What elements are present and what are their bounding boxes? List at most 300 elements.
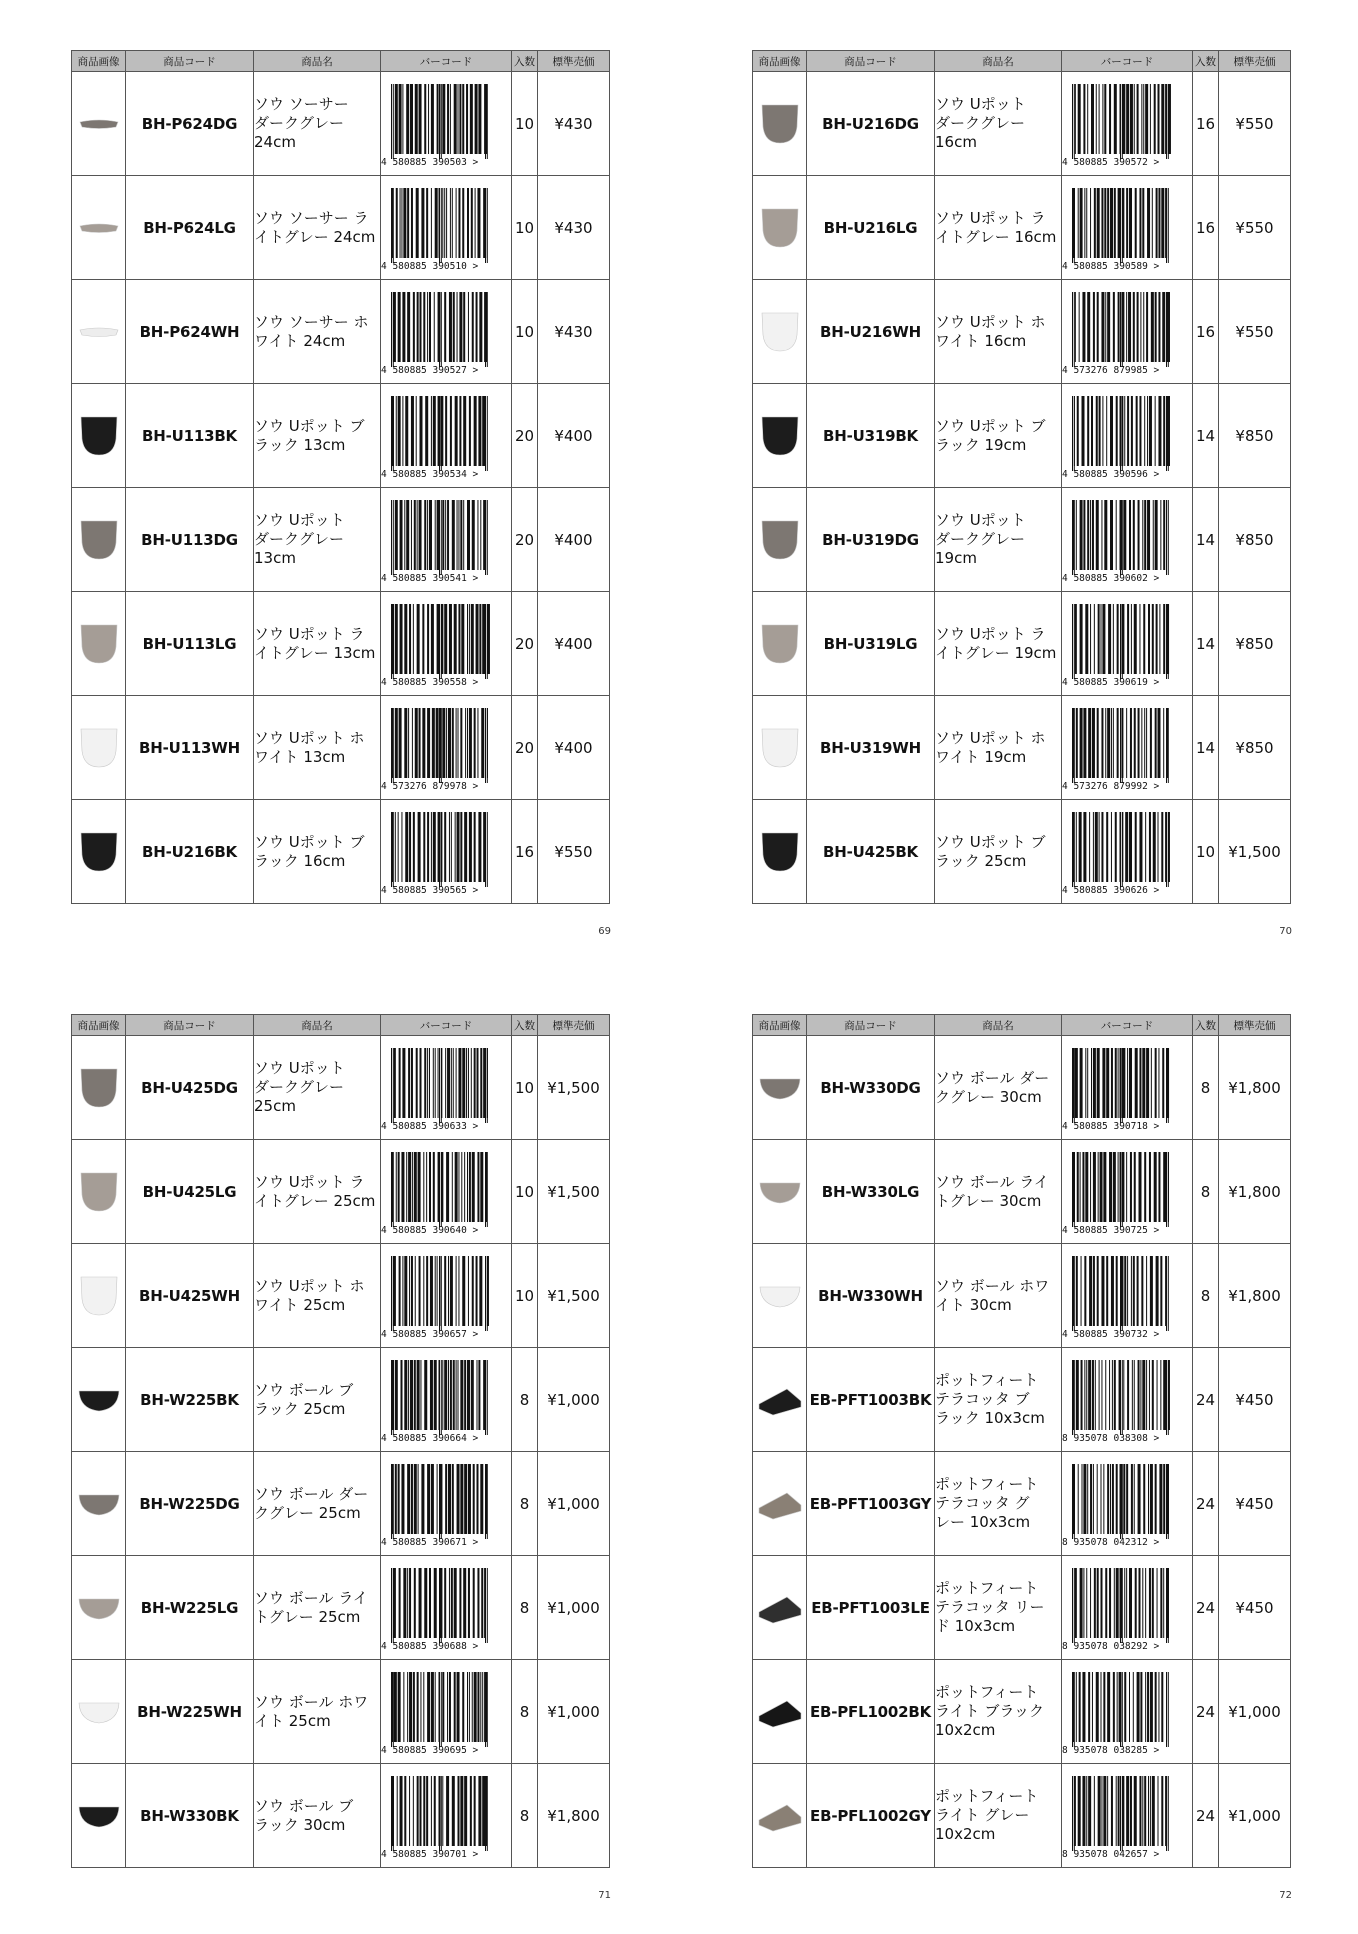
pot-icon: [757, 621, 803, 667]
table-row: [72, 696, 610, 800]
product-image: [72, 488, 126, 592]
pack-quantity: 8: [512, 1348, 538, 1452]
product-code: BH-U319BK: [807, 384, 935, 488]
table-row: [753, 1036, 1291, 1140]
standard-price: ¥450: [1219, 1348, 1291, 1452]
product-code: BH-U113BK: [126, 384, 254, 488]
barcode: [381, 1764, 512, 1868]
product-code: BH-U319LG: [807, 592, 935, 696]
product-code: BH-U319DG: [807, 488, 935, 592]
product-image: [72, 1036, 126, 1140]
pack-quantity: 20: [512, 384, 538, 488]
product-code: BH-U113LG: [126, 592, 254, 696]
standard-price: ¥400: [538, 696, 610, 800]
product-name: ソウ Uポット ホ ワイト 19cm: [935, 696, 1062, 800]
product-name: ソウ Uポット ラ イトグレー 19cm: [935, 592, 1062, 696]
product-name: ソウ Uポット ホ ワイト 16cm: [935, 280, 1062, 384]
standard-price: ¥1,000: [1219, 1660, 1291, 1764]
table-row: [72, 1140, 610, 1244]
product-name: ソウ Uポット ラ イトグレー 16cm: [935, 176, 1062, 280]
standard-price: ¥1,500: [538, 1140, 610, 1244]
header-qty: 入数: [512, 1015, 538, 1036]
standard-price: ¥1,800: [1219, 1036, 1291, 1140]
table-row: [753, 280, 1291, 384]
barcode-number: 8 935078 038285 >: [1062, 1744, 1160, 1754]
barcode-number: 4 573276 879992 >: [1062, 780, 1160, 790]
barcode-number: 8 935078 038308 >: [1062, 1432, 1160, 1442]
product-image: [72, 1660, 126, 1764]
table-row: [753, 1660, 1291, 1764]
barcode-number: 4 580885 390541 >: [381, 572, 479, 582]
product-image: [72, 1556, 126, 1660]
barcode: [381, 1556, 512, 1660]
product-name: ソウ Uポット ダークグレー 13cm: [254, 488, 381, 592]
product-image: [72, 280, 126, 384]
bowl-icon: [76, 1377, 122, 1423]
barcode: [1062, 1244, 1193, 1348]
barcode: [381, 1660, 512, 1764]
pot-icon: [76, 1273, 122, 1319]
bowl-icon: [76, 1793, 122, 1839]
pack-quantity: 8: [1193, 1140, 1219, 1244]
standard-price: ¥1,000: [538, 1348, 610, 1452]
catalog-page-69: [71, 50, 611, 970]
table-row: [72, 72, 610, 176]
barcode: [1062, 1452, 1193, 1556]
table-row: [72, 592, 610, 696]
barcode: [381, 592, 512, 696]
product-image: [753, 384, 807, 488]
barcode-number: 4 580885 390688 >: [381, 1640, 479, 1650]
barcode: [1062, 800, 1193, 904]
product-name: ソウ ボール ホワ イト 30cm: [935, 1244, 1062, 1348]
table-row: [72, 800, 610, 904]
bowl-icon: [76, 1689, 122, 1735]
header-code: 商品コード: [126, 51, 254, 72]
table-row: [72, 1660, 610, 1764]
product-image: [72, 384, 126, 488]
header-code: 商品コード: [807, 1015, 935, 1036]
header-name: 商品名: [935, 51, 1062, 72]
bowl-icon: [757, 1065, 803, 1111]
pack-quantity: 16: [512, 800, 538, 904]
barcode-number: 8 935078 042312 >: [1062, 1536, 1160, 1546]
standard-price: ¥1,500: [1219, 800, 1291, 904]
product-image: [72, 696, 126, 800]
pot-icon: [757, 725, 803, 771]
barcode-number: 4 580885 390565 >: [381, 884, 479, 894]
standard-price: ¥430: [538, 72, 610, 176]
product-image: [753, 72, 807, 176]
product-code: EB-PFT1003GY: [807, 1452, 935, 1556]
product-name: ソウ Uポット ブ ラック 16cm: [254, 800, 381, 904]
pack-quantity: 24: [1193, 1660, 1219, 1764]
header-name: 商品名: [935, 1015, 1062, 1036]
product-code: BH-U425BK: [807, 800, 935, 904]
pack-quantity: 10: [512, 1036, 538, 1140]
table-row: [72, 384, 610, 488]
table-row: [753, 384, 1291, 488]
pack-quantity: 10: [512, 1244, 538, 1348]
product-code: BH-W330BK: [126, 1764, 254, 1868]
product-name: ソウ ボール ライ トグレー 25cm: [254, 1556, 381, 1660]
table-row: [72, 1244, 610, 1348]
table-row: [753, 72, 1291, 176]
barcode-number: 4 580885 390701 >: [381, 1848, 479, 1858]
product-name: ソウ ボール ライ トグレー 30cm: [935, 1140, 1062, 1244]
pack-quantity: 14: [1193, 696, 1219, 800]
product-code: EB-PFL1002GY: [807, 1764, 935, 1868]
product-code: BH-W225WH: [126, 1660, 254, 1764]
table-row: [753, 176, 1291, 280]
pack-quantity: 10: [512, 1140, 538, 1244]
header-code: 商品コード: [126, 1015, 254, 1036]
product-image: [753, 1556, 807, 1660]
product-name: ポットフィート ライト グレー 10x2cm: [935, 1764, 1062, 1868]
table-row: [72, 488, 610, 592]
pack-quantity: 8: [512, 1660, 538, 1764]
product-image: [72, 1348, 126, 1452]
product-image: [753, 592, 807, 696]
pot-icon: [76, 725, 122, 771]
barcode: [381, 280, 512, 384]
header-price: 標準売価: [1219, 1015, 1291, 1036]
standard-price: ¥400: [538, 592, 610, 696]
product-code: BH-W330LG: [807, 1140, 935, 1244]
product-image: [753, 1036, 807, 1140]
barcode: [381, 1140, 512, 1244]
product-image: [753, 1452, 807, 1556]
standard-price: ¥1,800: [1219, 1244, 1291, 1348]
barcode-number: 8 935078 042657 >: [1062, 1848, 1160, 1858]
standard-price: ¥1,800: [1219, 1140, 1291, 1244]
barcode: [1062, 1764, 1193, 1868]
header-qty: 入数: [1193, 51, 1219, 72]
table-row: [72, 280, 610, 384]
barcode: [1062, 1660, 1193, 1764]
table-header-row: [753, 51, 1291, 72]
product-image: [72, 176, 126, 280]
pack-quantity: 14: [1193, 592, 1219, 696]
product-name: ポットフィート テラコッタ リー ド 10x3cm: [935, 1556, 1062, 1660]
standard-price: ¥850: [1219, 592, 1291, 696]
product-name: ソウ ボール ダー クグレー 25cm: [254, 1452, 381, 1556]
table-header-row: [72, 51, 610, 72]
barcode: [1062, 696, 1193, 800]
header-price: 標準売価: [538, 1015, 610, 1036]
header-barcode: バーコード: [381, 51, 512, 72]
barcode-number: 4 580885 390695 >: [381, 1744, 479, 1754]
pot-icon: [757, 309, 803, 355]
product-name: ソウ ボール ホワ イト 25cm: [254, 1660, 381, 1764]
product-code: BH-U319WH: [807, 696, 935, 800]
table-row: [72, 1556, 610, 1660]
product-image: [753, 1764, 807, 1868]
bowl-icon: [757, 1273, 803, 1319]
product-name: ソウ ボール ブ ラック 25cm: [254, 1348, 381, 1452]
table-row: [72, 1348, 610, 1452]
header-image: 商品画像: [753, 1015, 807, 1036]
barcode-number: 4 580885 390732 >: [1062, 1328, 1160, 1338]
pack-quantity: 20: [512, 488, 538, 592]
standard-price: ¥850: [1219, 488, 1291, 592]
barcode-number: 4 580885 390657 >: [381, 1328, 479, 1338]
barcode-number: 4 580885 390602 >: [1062, 572, 1160, 582]
pack-quantity: 8: [512, 1452, 538, 1556]
barcode: [1062, 1556, 1193, 1660]
bowl-icon: [76, 1481, 122, 1527]
pack-quantity: 20: [512, 592, 538, 696]
barcode-number: 4 580885 390589 >: [1062, 260, 1160, 270]
header-name: 商品名: [254, 51, 381, 72]
product-code: BH-P624WH: [126, 280, 254, 384]
page-number: 69: [598, 926, 611, 937]
standard-price: ¥1,000: [538, 1556, 610, 1660]
product-name: ソウ Uポット ブ ラック 13cm: [254, 384, 381, 488]
table-row: [753, 1764, 1291, 1868]
catalog-page-72: [752, 1014, 1292, 1934]
product-code: BH-P624LG: [126, 176, 254, 280]
product-image: [72, 592, 126, 696]
product-name: ソウ ソーサー ホ ワイト 24cm: [254, 280, 381, 384]
product-name: ソウ ボール ブ ラック 30cm: [254, 1764, 381, 1868]
header-barcode: バーコード: [381, 1015, 512, 1036]
product-name: ポットフィート テラコッタ ブ ラック 10x3cm: [935, 1348, 1062, 1452]
product-image: [72, 1140, 126, 1244]
barcode: [381, 72, 512, 176]
barcode: [381, 800, 512, 904]
standard-price: ¥400: [538, 384, 610, 488]
product-code: BH-W225BK: [126, 1348, 254, 1452]
table-row: [753, 1556, 1291, 1660]
barcode: [1062, 592, 1193, 696]
standard-price: ¥1,800: [538, 1764, 610, 1868]
table-row: [72, 1036, 610, 1140]
barcode: [381, 1348, 512, 1452]
barcode-number: 4 580885 390640 >: [381, 1224, 479, 1234]
pack-quantity: 24: [1193, 1452, 1219, 1556]
barcode-number: 4 573276 879985 >: [1062, 364, 1160, 374]
header-barcode: バーコード: [1062, 1015, 1193, 1036]
pot-icon: [757, 517, 803, 563]
barcode-number: 4 580885 390718 >: [1062, 1120, 1160, 1130]
product-code: BH-P624DG: [126, 72, 254, 176]
barcode: [1062, 488, 1193, 592]
header-barcode: バーコード: [1062, 51, 1193, 72]
product-name: ソウ Uポット ダークグレー 25cm: [254, 1036, 381, 1140]
product-code: BH-U425DG: [126, 1036, 254, 1140]
header-price: 標準売価: [538, 51, 610, 72]
barcode-number: 4 580885 390558 >: [381, 676, 479, 686]
barcode-number: 4 580885 390503 >: [381, 156, 479, 166]
barcode: [381, 176, 512, 280]
standard-price: ¥450: [1219, 1452, 1291, 1556]
product-code: BH-U113WH: [126, 696, 254, 800]
header-image: 商品画像: [753, 51, 807, 72]
table-row: [753, 592, 1291, 696]
table-row: [753, 800, 1291, 904]
product-name: ポットフィート ライト ブラック 10x2cm: [935, 1660, 1062, 1764]
product-code: BH-U216DG: [807, 72, 935, 176]
saucer-icon: [76, 205, 122, 251]
saucer-icon: [76, 101, 122, 147]
product-table: [752, 1014, 1291, 1868]
product-name: ソウ Uポット ダークグレー 19cm: [935, 488, 1062, 592]
pack-quantity: 16: [1193, 176, 1219, 280]
product-image: [753, 176, 807, 280]
product-code: BH-U216BK: [126, 800, 254, 904]
product-name: ソウ Uポット ブ ラック 19cm: [935, 384, 1062, 488]
product-name: ソウ Uポット ホ ワイト 25cm: [254, 1244, 381, 1348]
product-image: [72, 800, 126, 904]
product-code: EB-PFL1002BK: [807, 1660, 935, 1764]
pot-icon: [76, 829, 122, 875]
pack-quantity: 10: [1193, 800, 1219, 904]
product-name: ソウ Uポット ホ ワイト 13cm: [254, 696, 381, 800]
barcode-number: 4 580885 390664 >: [381, 1432, 479, 1442]
feet-icon: [757, 1689, 803, 1735]
standard-price: ¥550: [1219, 280, 1291, 384]
pot-icon: [757, 413, 803, 459]
standard-price: ¥1,500: [538, 1244, 610, 1348]
pot-icon: [757, 205, 803, 251]
product-image: [72, 72, 126, 176]
bowl-icon: [76, 1585, 122, 1631]
table-header-row: [72, 1015, 610, 1036]
pack-quantity: 14: [1193, 488, 1219, 592]
product-table: [71, 50, 610, 904]
barcode-number: 4 580885 390725 >: [1062, 1224, 1160, 1234]
catalog-page-71: [71, 1014, 611, 1934]
page-number: 70: [1279, 926, 1292, 937]
pot-icon: [76, 1065, 122, 1111]
standard-price: ¥450: [1219, 1556, 1291, 1660]
feet-icon: [757, 1377, 803, 1423]
standard-price: ¥1,000: [1219, 1764, 1291, 1868]
table-row: [753, 1140, 1291, 1244]
pack-quantity: 24: [1193, 1556, 1219, 1660]
table-row: [72, 1452, 610, 1556]
pack-quantity: 10: [512, 72, 538, 176]
product-name: ソウ Uポット ブ ラック 25cm: [935, 800, 1062, 904]
product-code: BH-U216WH: [807, 280, 935, 384]
product-image: [753, 1244, 807, 1348]
barcode: [1062, 384, 1193, 488]
barcode-number: 4 580885 390626 >: [1062, 884, 1160, 894]
product-image: [72, 1244, 126, 1348]
standard-price: ¥1,000: [538, 1660, 610, 1764]
product-name: ソウ ボール ダー クグレー 30cm: [935, 1036, 1062, 1140]
product-image: [72, 1764, 126, 1868]
product-image: [753, 800, 807, 904]
product-table: [752, 50, 1291, 904]
header-image: 商品画像: [72, 51, 126, 72]
standard-price: ¥430: [538, 280, 610, 384]
pot-icon: [76, 621, 122, 667]
product-code: BH-U113DG: [126, 488, 254, 592]
bowl-icon: [757, 1169, 803, 1215]
product-code: BH-W225LG: [126, 1556, 254, 1660]
pot-icon: [76, 413, 122, 459]
header-image: 商品画像: [72, 1015, 126, 1036]
standard-price: ¥550: [538, 800, 610, 904]
pack-quantity: 10: [512, 280, 538, 384]
product-code: EB-PFT1003LE: [807, 1556, 935, 1660]
pack-quantity: 24: [1193, 1348, 1219, 1452]
pot-icon: [76, 517, 122, 563]
standard-price: ¥400: [538, 488, 610, 592]
pack-quantity: 14: [1193, 384, 1219, 488]
product-code: BH-W330DG: [807, 1036, 935, 1140]
barcode: [1062, 176, 1193, 280]
pack-quantity: 20: [512, 696, 538, 800]
barcode-number: 4 580885 390510 >: [381, 260, 479, 270]
barcode: [1062, 280, 1193, 384]
feet-icon: [757, 1481, 803, 1527]
header-qty: 入数: [1193, 1015, 1219, 1036]
standard-price: ¥1,000: [538, 1452, 610, 1556]
standard-price: ¥850: [1219, 384, 1291, 488]
table-header-row: [753, 1015, 1291, 1036]
pot-icon: [76, 1169, 122, 1215]
table-row: [72, 176, 610, 280]
barcode: [381, 1036, 512, 1140]
standard-price: ¥550: [1219, 176, 1291, 280]
feet-icon: [757, 1585, 803, 1631]
pack-quantity: 16: [1193, 280, 1219, 384]
pot-icon: [757, 829, 803, 875]
product-code: BH-U425LG: [126, 1140, 254, 1244]
pack-quantity: 16: [1193, 72, 1219, 176]
product-code: BH-U216LG: [807, 176, 935, 280]
header-qty: 入数: [512, 51, 538, 72]
pack-quantity: 10: [512, 176, 538, 280]
product-name: ソウ ソーサー ダークグレー 24cm: [254, 72, 381, 176]
header-name: 商品名: [254, 1015, 381, 1036]
product-image: [753, 1348, 807, 1452]
table-row: [753, 488, 1291, 592]
product-image: [72, 1452, 126, 1556]
barcode-number: 4 580885 390596 >: [1062, 468, 1160, 478]
feet-icon: [757, 1793, 803, 1839]
product-image: [753, 696, 807, 800]
page-number: 71: [598, 1890, 611, 1901]
standard-price: ¥430: [538, 176, 610, 280]
barcode: [1062, 72, 1193, 176]
barcode-number: 4 580885 390619 >: [1062, 676, 1160, 686]
saucer-icon: [76, 309, 122, 355]
pack-quantity: 8: [512, 1556, 538, 1660]
pot-icon: [757, 101, 803, 147]
barcode: [1062, 1348, 1193, 1452]
pack-quantity: 8: [1193, 1244, 1219, 1348]
table-row: [753, 1452, 1291, 1556]
barcode-number: 4 580885 390534 >: [381, 468, 479, 478]
product-code: EB-PFT1003BK: [807, 1348, 935, 1452]
barcode: [1062, 1140, 1193, 1244]
barcode-number: 4 580885 390671 >: [381, 1536, 479, 1546]
product-code: BH-W225DG: [126, 1452, 254, 1556]
product-image: [753, 488, 807, 592]
barcode-number: 4 580885 390633 >: [381, 1120, 479, 1130]
product-image: [753, 280, 807, 384]
standard-price: ¥850: [1219, 696, 1291, 800]
barcode-number: 8 935078 038292 >: [1062, 1640, 1160, 1650]
barcode: [381, 488, 512, 592]
barcode: [381, 1452, 512, 1556]
header-code: 商品コード: [807, 51, 935, 72]
product-image: [753, 1140, 807, 1244]
